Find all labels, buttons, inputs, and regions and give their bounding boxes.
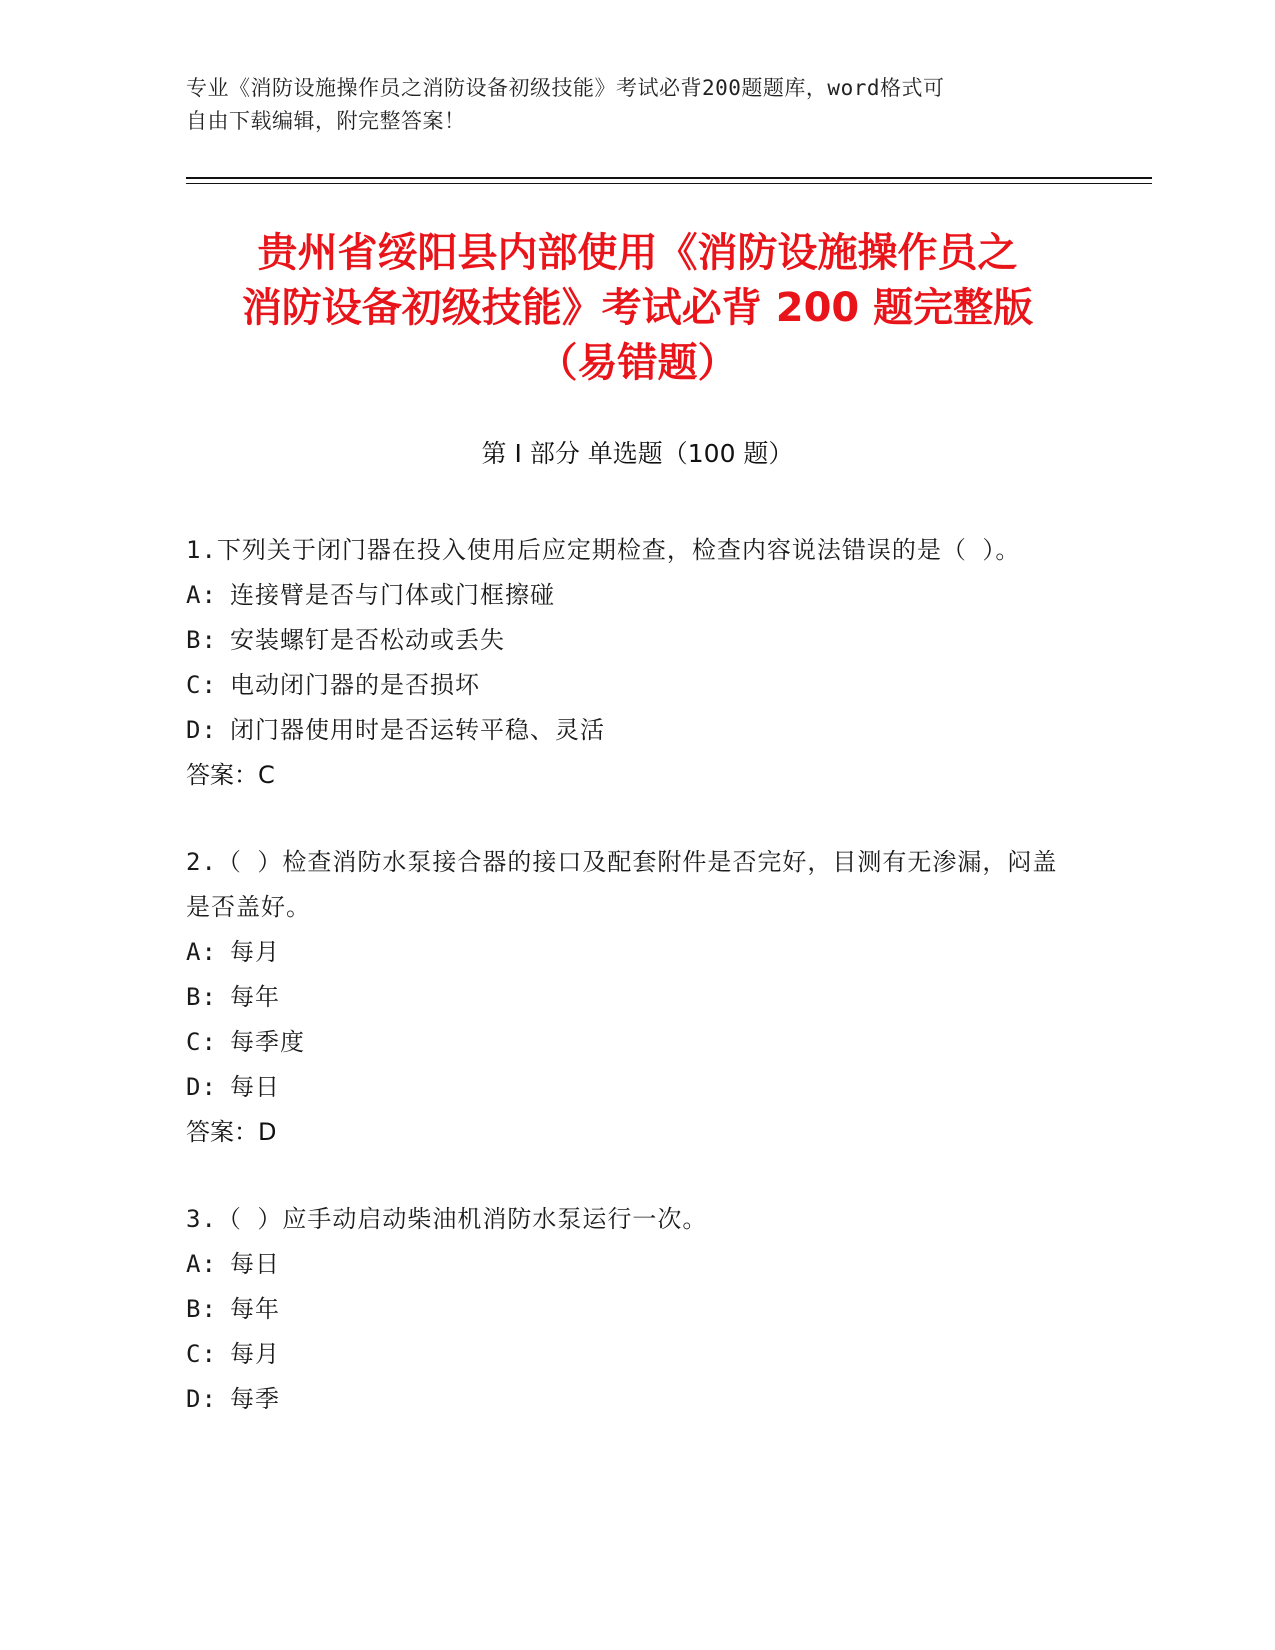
- option-text: 每月: [230, 938, 280, 966]
- option-letter: A:: [186, 938, 217, 966]
- answer-label: 答案：: [186, 761, 258, 789]
- answer-line: [186, 1110, 1066, 1155]
- option-d: [186, 1065, 1066, 1110]
- option-letter: D:: [186, 1385, 217, 1413]
- option-letter: A:: [186, 581, 217, 609]
- option-letter: C:: [186, 671, 217, 699]
- option-a: [186, 573, 1066, 618]
- option-text: 安装螺钉是否松动或丢失: [230, 626, 505, 654]
- option-c: [186, 1332, 1066, 1377]
- header-divider-thick: [186, 177, 1152, 179]
- option-b: [186, 618, 1066, 663]
- question-stem: 1.下列关于闭门器在投入使用后应定期检查，检查内容说法错误的是（ ）。: [186, 536, 1021, 564]
- question-1: [186, 528, 1066, 798]
- option-letter: D:: [186, 1073, 217, 1101]
- option-text: 每年: [230, 983, 280, 1011]
- option-letter: B:: [186, 983, 217, 1011]
- option-a: [186, 1242, 1066, 1287]
- answer-value: D: [258, 1118, 277, 1146]
- option-text: 每月: [230, 1340, 280, 1368]
- answer-line: [186, 753, 1066, 798]
- option-c: [186, 663, 1066, 708]
- question-3: [186, 1197, 1066, 1422]
- option-letter: C:: [186, 1340, 217, 1368]
- question-list: [186, 528, 1066, 1464]
- option-letter: B:: [186, 626, 217, 654]
- document-title: [150, 226, 1125, 391]
- option-text: 每季度: [230, 1028, 305, 1056]
- answer-label: 答案：: [186, 1118, 258, 1146]
- section-heading: 第 I 部分 单选题（100 题）: [481, 439, 794, 468]
- document-title-line-2: 消防设备初级技能》考试必背 200 题完整版: [241, 285, 1034, 331]
- option-letter: D:: [186, 716, 217, 744]
- option-text: 每日: [230, 1250, 280, 1278]
- header-note-line-2: 自由下载编辑，附完整答案！: [186, 109, 466, 133]
- question-2: [186, 840, 1066, 1155]
- answer-value: C: [258, 761, 275, 789]
- question-stem: 2.（ ）检查消防水泵接合器的接口及配套附件是否完好，目测有无渗漏，闷盖是否盖好。: [186, 848, 1058, 921]
- option-text: 每年: [230, 1295, 280, 1323]
- header-note: [186, 72, 1066, 138]
- option-letter: B:: [186, 1295, 217, 1323]
- option-b: [186, 1287, 1066, 1332]
- question-stem: 3.（ ）应手动启动柴油机消防水泵运行一次。: [186, 1205, 708, 1233]
- option-text: 连接臂是否与门体或门框擦碰: [230, 581, 555, 609]
- option-letter: A:: [186, 1250, 217, 1278]
- option-d: [186, 1377, 1066, 1422]
- option-text: 每日: [230, 1073, 280, 1101]
- header-divider-thin: [186, 183, 1152, 184]
- document-title-line-3: （易错题）: [537, 340, 738, 386]
- option-b: [186, 975, 1066, 1020]
- option-a: [186, 930, 1066, 975]
- option-text: 闭门器使用时是否运转平稳、灵活: [230, 716, 605, 744]
- option-letter: C:: [186, 1028, 217, 1056]
- header-note-line-1: 专业《消防设施操作员之消防设备初级技能》考试必背200题题库，word格式可: [186, 76, 945, 100]
- option-text: 电动闭门器的是否损坏: [230, 671, 480, 699]
- option-d: [186, 708, 1066, 753]
- document-title-line-1: 贵州省绥阳县内部使用《消防设施操作员之: [257, 230, 1018, 276]
- option-c: [186, 1020, 1066, 1065]
- option-text: 每季: [230, 1385, 280, 1413]
